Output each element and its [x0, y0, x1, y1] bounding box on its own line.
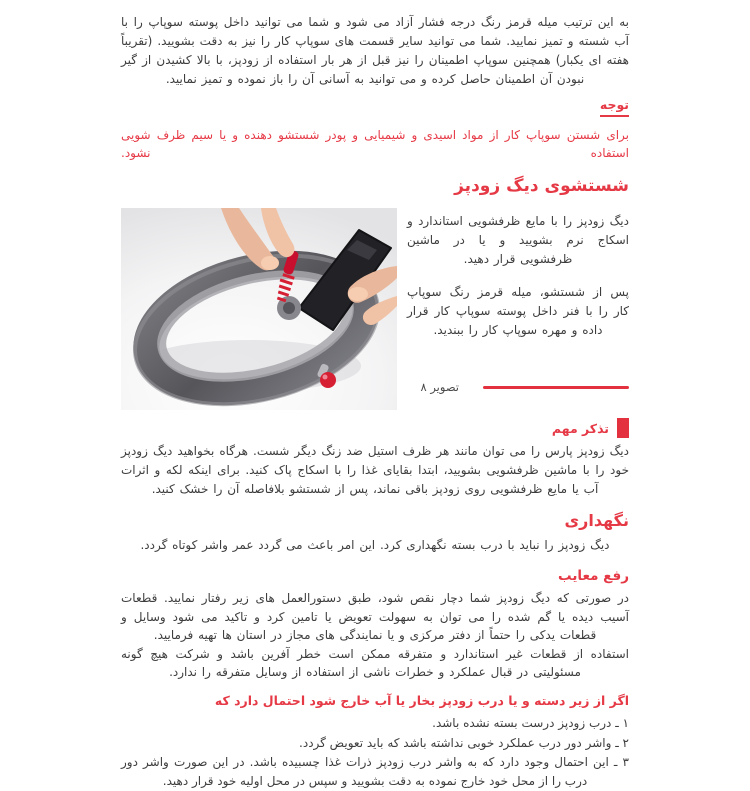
figure-caption-row [407, 380, 629, 394]
troubleshooting-paragraph-1: در صورتی که دیگ زودپز شما دچار نقص شود، طبق دستورالعمل های زیر رفتار نمایید. قطعات آسیب دیده یا گم شده را می توان به سهولت تعویض یا تامین کرد و تاکید می شود وسایل و قطعات یدکی را حتماً از دفتر مرکزی و یا نمایندگی های مجاز در استان ها تهیه فرمایید. [121, 591, 629, 642]
washing-paragraph-1: دیگ زودپز را با مایع ظرفشویی استاندارد و اسکاج نرم بشویید و یا در ماشین ظرفشویی قرار دهید. [407, 214, 629, 266]
figure-caption-rule [483, 386, 629, 389]
red-square-marker-icon [617, 418, 629, 438]
washing-section-title: شستشوی دیگ زودپز [454, 176, 629, 196]
steam-leak-subheading: اگر از زیر دسته و یا درب زودپز بخار یا آب خارج شود احتمال دارد که [214, 692, 629, 708]
intro-paragraph: به این ترتیب میله قرمز رنگ درجه فشار آزاد می شود و شما می توانید داخل پوسته سوپاپ را با آب شسته و تمیز نمایید. شما می توانید سایر قسمت های سوپاپ کار را نیز به دقت بشویید. (تقریباً هفته ای یکبار) همچنین سوپاپ اطمینان را نیز قبل از هر بار استفاده از زودپز، با بالا کشیدن از گیر نبودن آن اطمینان حاصل کرده و می توانید به آسانی آن را باز نموده و تمیز نمایید. [121, 15, 629, 86]
list-item-3: ۳ ـ این احتمال وجود دارد که به واشر درب زودپز ذرات غذا چسبیده باشد. در این صورت واشر دور درب را از محل خود خارج نموده به دقت بشویید و سپس در محل اولیه خود قرار دهید. [121, 754, 629, 788]
troubleshooting-list [121, 713, 629, 791]
figure-caption-label: تصویر ۸ [420, 380, 459, 394]
maintenance-text: دیگ زودپز را نباید با درب بسته نگهداری کرد. این امر باعث می گردد عمر واشر کوتاه گردد. [140, 538, 610, 552]
important-note-label: تذکر مهم [551, 420, 609, 436]
list-item-1: ۱ ـ درب زودپز درست بسته نشده باشد. [432, 715, 629, 730]
note-heading [121, 97, 629, 117]
page-content [121, 13, 629, 791]
list-item-2: ۲ ـ واشر دور درب عملکرد خوبی نداشته باشد که باید تعویض گردد. [299, 735, 629, 750]
note-heading-label: توجه [600, 97, 629, 117]
important-note-heading [121, 418, 629, 438]
washing-text-column [407, 208, 629, 410]
pressure-cooker-lid-photo [121, 208, 397, 410]
washing-paragraph-2: پس از شستشو، میله قرمز رنگ سوپاپ کار را با فنر داخل پوسته سوپاپ کار قرار داده و مهره سوپاپ کار را ببندید. [407, 285, 629, 337]
note-text: برای شستن سوپاپ کار از مواد اسیدی و شیمیایی و پودر شستشو دهنده و یا سیم ظرف شویی استفاده نشود. [121, 128, 629, 160]
figure-image-wrap [121, 208, 397, 410]
important-note-text: دیگ زودپز پارس را می توان مانند هر ظرف استیل ضد زنگ دیگر شست. هرگاه بخواهید دیگ زودپز خود را با ماشین ظرفشویی بشویید، ابتدا بقایای غذا را با اسکاج پاک کنید. برای اینکه لکه و اثرات آب یا مایع ظرفشویی روی زودپز باقی نماند، پس از شستشو بلافاصله آن را خشک کنید. [121, 444, 629, 496]
troubleshooting-title: رفع معایب [558, 568, 629, 584]
troubleshooting-paragraph-2: استفاده از قطعات غیر استاندارد و متفرقه ممکن است خطر آفرین باشد و شرکت هیچ گونه مسئولیتی در قبال عملکرد و خطرات ناشی از استفاده از وسایل متفرقه را ندارد. [121, 646, 629, 679]
maintenance-title: نگهداری [564, 511, 629, 530]
washing-figure-row [121, 208, 629, 410]
